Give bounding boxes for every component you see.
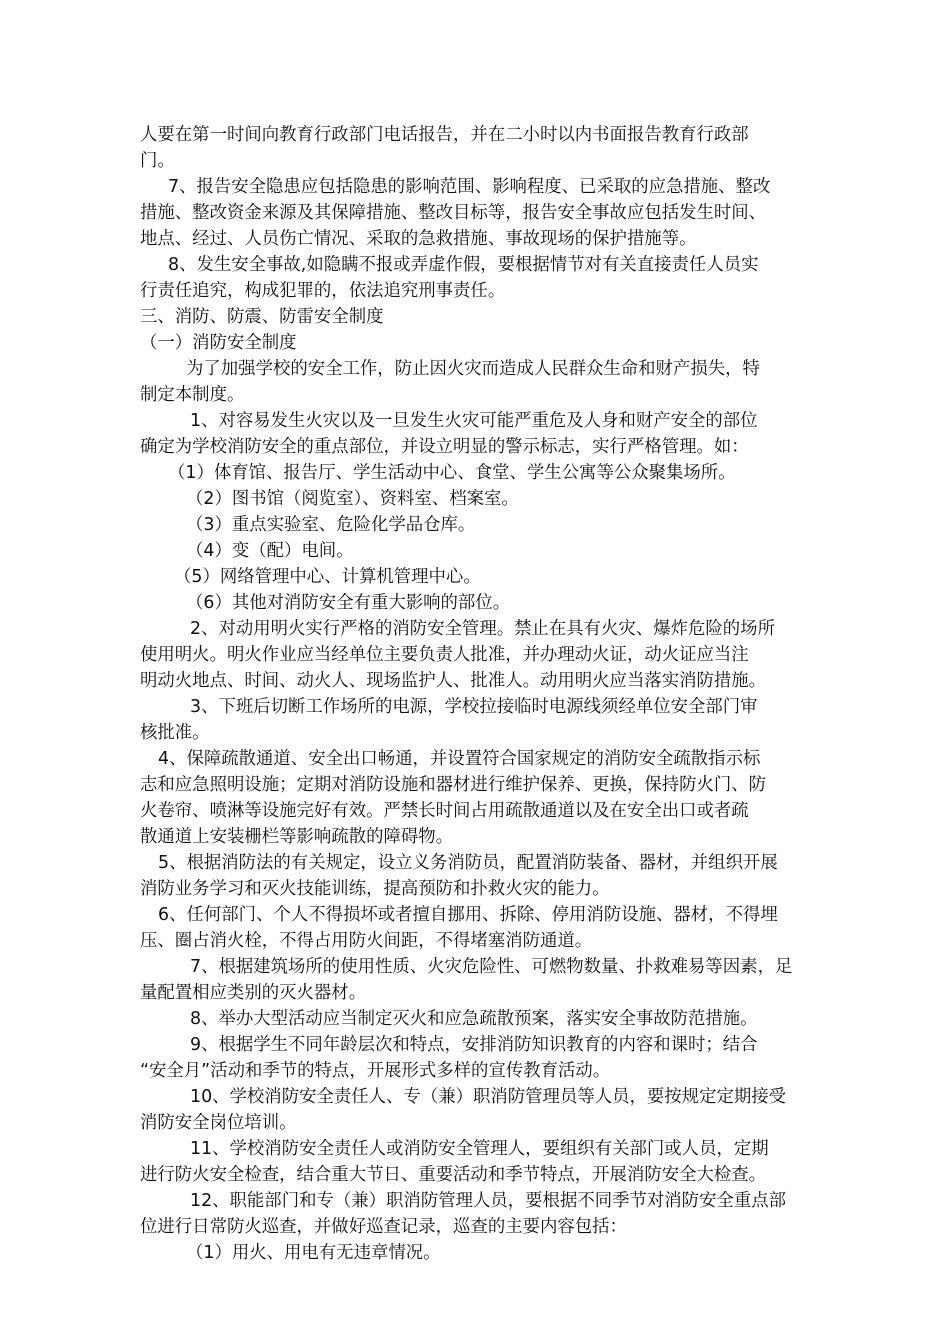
text-line: 12、职能部门和专（兼）职消防管理人员，要根据不同季节对消防安全重点部: [190, 1191, 787, 1211]
text-line: 火卷帘、喷淋等设施完好有效。严禁长时间占用疏散通道以及在安全出口或者疏: [140, 801, 749, 821]
text-line: 人要在第一时间向教育行政部门电话报告，并在二小时以内书面报告教育行政部: [140, 125, 749, 145]
text-line: 消防业务学习和灭火技能训练，提高预防和扑救火灾的能力。: [140, 879, 610, 899]
document-page: [140, 122, 820, 1266]
text-line: 位进行日常防火巡查，并做好巡查记录，巡查的主要内容包括：: [140, 1217, 627, 1237]
list-item: （1）体育馆、报告厅、学生活动中心、食堂、学生公寓等公众聚集场所。: [168, 463, 736, 483]
subsection-heading: （一）消防安全制度: [140, 333, 297, 353]
text-line: 行责任追究，构成犯罪的，依法追究刑事责任。: [140, 281, 506, 301]
text-line: 11、学校消防安全责任人或消防安全管理人，要组织有关部门或人员，定期: [190, 1139, 769, 1159]
list-item: （3）重点实验室、危险化学品仓库。: [186, 515, 476, 535]
text-line: “安全月”活动和季节的特点，开展形式多样的宣传教育活动。: [140, 1061, 611, 1081]
text-line: 消防安全岗位培训。: [140, 1113, 297, 1133]
text-line: 7、报告安全隐患应包括隐患的影响范围、影响程度、已采取的应急措施、整改: [168, 177, 771, 197]
text-line: 进行防火安全检查，结合重大节日、重要活动和季节特点，开展消防安全大检查。: [140, 1165, 767, 1185]
text-line: 制定本制度。: [140, 385, 245, 405]
text-line: 确定为学校消防安全的重点部位，并设立明显的警示标志，实行严格管理。如：: [140, 437, 749, 457]
text-line: 核批准。: [140, 723, 210, 743]
list-item: （1）用火、用电有无违章情况。: [186, 1243, 441, 1263]
text-line: 为了加强学校的安全工作，防止因火灾而造成人民群众生命和财产损失，特: [186, 359, 760, 379]
text-line: 5、根据消防法的有关规定，设立义务消防员，配置消防装备、器材，并组织开展: [158, 853, 778, 873]
text-line: 7、根据建筑场所的使用性质、火灾危险性、可燃物数量、扑救难易等因素，足: [190, 957, 793, 977]
list-item: （5）网络管理中心、计算机管理中心。: [174, 567, 481, 587]
text-line: 10、学校消防安全责任人、专（兼）职消防管理员等人员，要按规定定期接受: [190, 1087, 787, 1107]
text-line: 6、任何部门、个人不得损坏或者擅自挪用、拆除、停用消防设施、器材，不得埋: [158, 905, 778, 925]
text-line: 9、根据学生不同年龄层次和特点，安排消防知识教育的内容和课时；结合: [190, 1035, 758, 1055]
text-line: 门。: [140, 151, 175, 171]
text-line: 压、圈占消火栓，不得占用防火间距，不得堵塞消防通道。: [140, 931, 593, 951]
text-line: 志和应急照明设施；定期对消防设施和器材进行维护保养、更换，保持防火门、防: [140, 775, 767, 795]
text-line: 量配置相应类别的灭火器材。: [140, 983, 367, 1003]
list-item: （6）其他对消防安全有重大影响的部位。: [186, 593, 511, 613]
text-line: 1、对容易发生火灾以及一旦发生火灾可能严重危及人身和财产安全的部位: [190, 411, 758, 431]
text-line: 3、下班后切断工作场所的电源，学校拉接临时电源线须经单位安全部门审: [190, 697, 758, 717]
section-heading: 三、消防、防震、防雷安全制度: [140, 307, 384, 327]
text-line: 8、发生安全事故,如隐瞒不报或弄虚作假，要根据情节对有关直接责任人员实: [168, 255, 759, 275]
text-line: 使用明火。明火作业应当经单位主要负责人批准，并办理动火证，动火证应当注: [140, 645, 749, 665]
list-item: （4）变（配）电间。: [186, 541, 354, 561]
text-line: 2、对动用明火实行严格的消防安全管理。禁止在具有火灾、爆炸危险的场所: [190, 619, 775, 639]
text-line: 散通道上安装栅栏等影响疏散的障碍物。: [140, 827, 454, 847]
text-line: 明动火地点、时间、动火人、现场监护人、批准人。动用明火应当落实消防措施。: [140, 671, 767, 691]
text-line: 措施、整改资金来源及其保障措施、整改目标等，报告安全事故应包括发生时间、: [140, 203, 767, 223]
list-item: （2）图书馆（阅览室）、资料室、档案室。: [186, 489, 519, 509]
text-line: 地点、经过、人员伤亡情况、采取的急救措施、事故现场的保护措施等。: [140, 229, 697, 249]
text-line: 4、保障疏散通道、安全出口畅通，并设置符合国家规定的消防安全疏散指示标: [158, 749, 761, 769]
text-line: 8、举办大型活动应当制定灭火和应急疏散预案，落实安全事故防范措施。: [190, 1009, 758, 1029]
